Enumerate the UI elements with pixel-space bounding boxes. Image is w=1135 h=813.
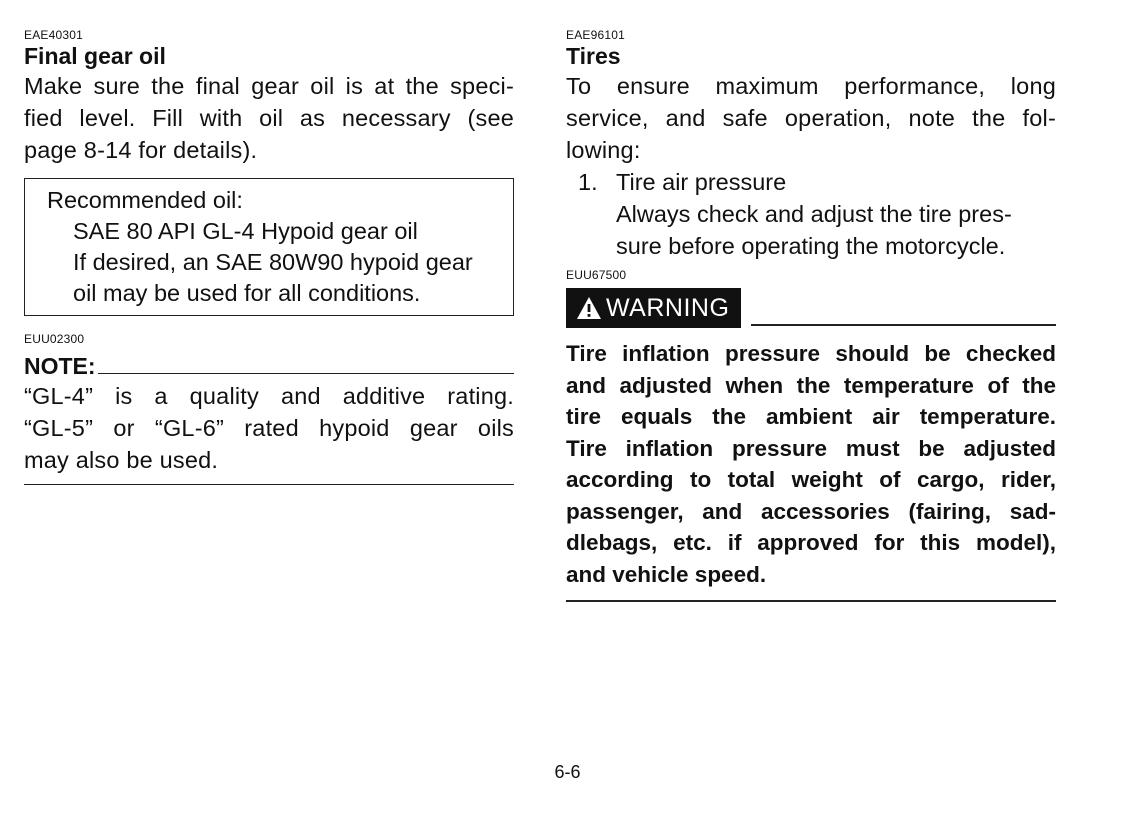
warning-line: tire equals the ambient air temperature. [566,404,1056,429]
body-line: lowing: [566,137,641,163]
warning-line: passenger, and accessories (fairing, sad- [566,498,1056,524]
tires-body [566,70,1056,166]
section-code: EAE40301 [24,28,83,42]
list-item-number: 1. [578,169,598,195]
list-item-title: Tire air pressure [616,169,787,195]
page-number: 6-6 [554,762,581,782]
note-line: may also be used. [24,447,219,473]
warning-line: dlebags, etc. if approved for this model), [566,530,1056,555]
recommended-oil-details [47,216,503,309]
list-item [566,166,1056,262]
note-line: “GL-5” or “GL-6” rated hypoid gear oils [24,415,514,441]
warning-text [566,338,1056,590]
warning-header [566,288,1056,328]
note-label: NOTE: [24,353,96,379]
warning-line: according to total weight of cargo, rider, [566,467,1056,492]
list-item-body [616,166,1056,262]
note-header [24,352,514,380]
warning-badge [566,288,741,328]
recommended-oil-box [24,178,514,316]
note-line: “GL-4” is a quality and additive rating. [24,383,514,409]
warning-line: Tire inflation pressure should be checked [566,341,1056,366]
list-item-desc: Always check and adjust the tire pres- [616,201,1012,227]
body-line: service, and safe operation, note the fol- [566,105,1056,131]
section-code: EAE96101 [566,28,625,42]
body-line: Make sure the final gear oil is at the speci- [24,73,514,99]
warning-triangle-icon [576,296,602,320]
oil-spec-line: If desired, an SAE 80W90 hypoid gear [73,249,473,275]
note-rule [98,373,514,374]
warning-line: and vehicle speed. [566,561,767,587]
oil-spec-line: SAE 80 API GL-4 Hypoid gear oil [73,218,418,244]
body-line: page 8-14 for details). [24,137,258,163]
warning-label: WARNING [606,293,730,322]
warning-code: EUU67500 [566,268,627,282]
note-end-rule [24,484,514,485]
final-gear-body [24,70,514,166]
right-column [566,28,1056,602]
warning-end-rule [566,600,1056,602]
recommended-oil-heading: Recommended oil: [47,187,243,213]
list-item-desc: sure before operating the motorcycle. [616,233,1006,259]
body-line: fied level. Fill with oil as necessary (see [24,105,514,131]
section-title-final-gear-oil: Final gear oil [24,43,166,69]
oil-spec-line: oil may be used for all conditions. [73,280,421,306]
section-title-tires: Tires [566,43,621,69]
body-line: To ensure maximum performance, long [566,73,1056,99]
warning-line: Tire inflation pressure must be adjusted [566,435,1056,461]
note-body [24,380,514,476]
left-column [24,28,514,485]
warning-rule [751,324,1056,326]
note-code: EUU02300 [24,332,85,346]
warning-line: and adjusted when the temperature of the [566,372,1056,398]
